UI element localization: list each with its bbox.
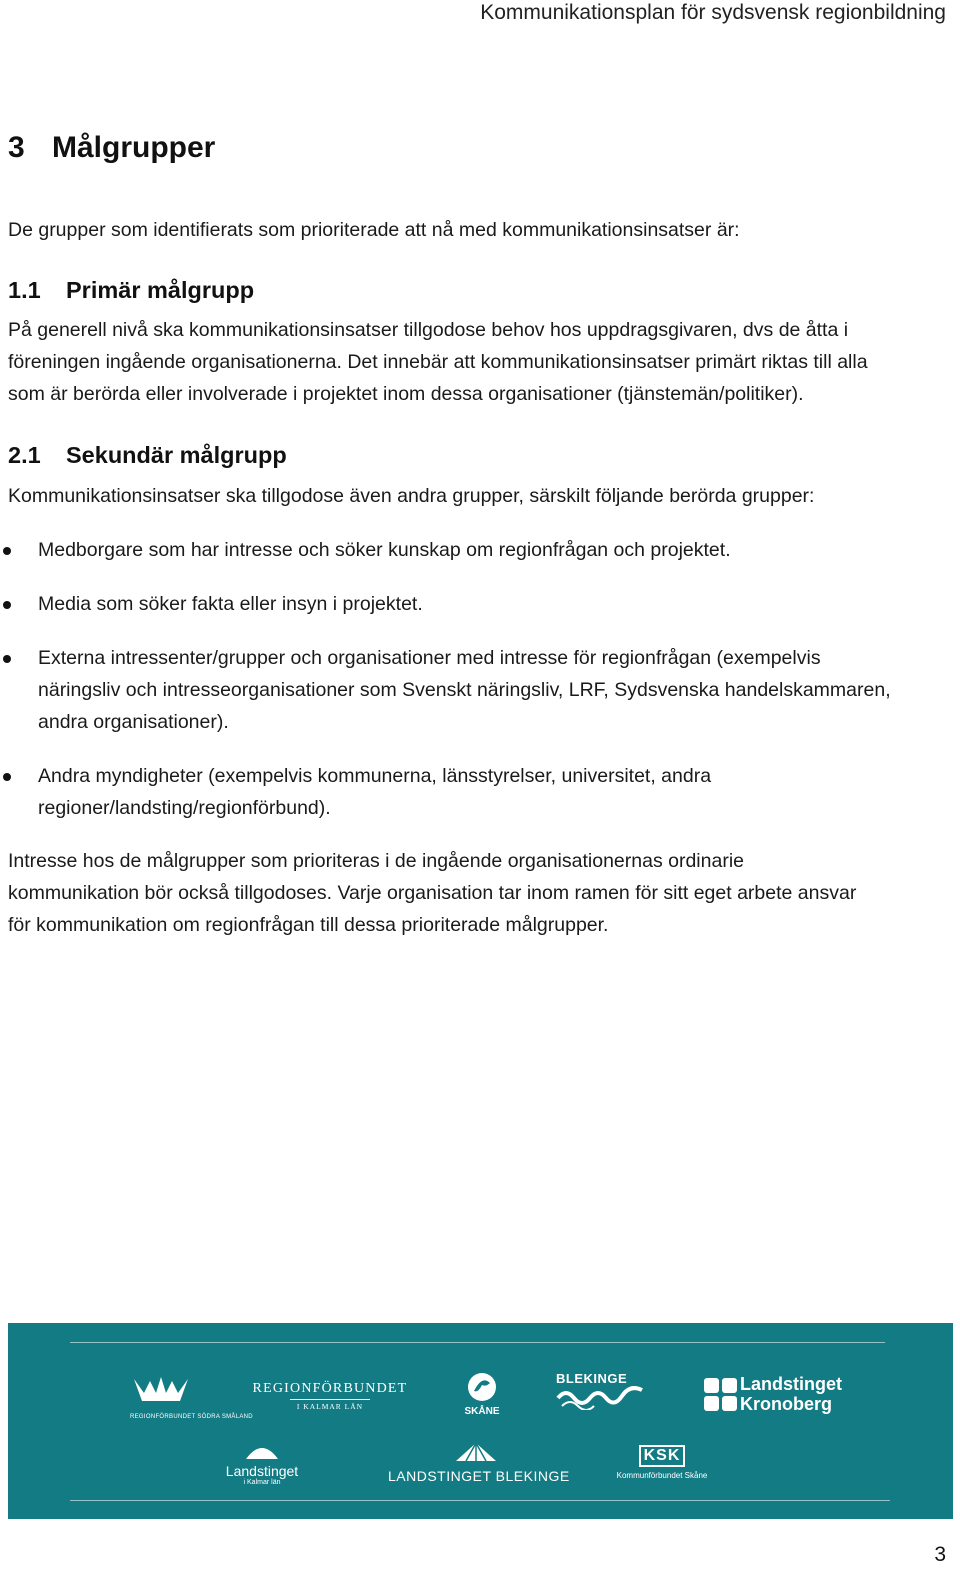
band-top-rule <box>70 1342 885 1343</box>
griffin-icon <box>464 1371 500 1403</box>
wave-icon <box>556 1386 648 1410</box>
logo-title: Landstinget <box>740 1374 842 1394</box>
intro-paragraph: De grupper som identifierats som prioriterade att nå med kommunikationsinsatser är: <box>8 219 740 241</box>
primary-line: föreningen ingående organisationerna. Det innebär att kommunikationsinsatser primärt riktas till alla <box>8 351 868 373</box>
landstinget-kronoberg-logo <box>704 1374 864 1416</box>
logo-subtitle: I KALMAR LÄN <box>296 1402 364 1411</box>
landstinget-blekinge-logo <box>388 1441 570 1485</box>
crown-icon <box>130 1373 192 1407</box>
region-skane-logo <box>458 1371 506 1423</box>
logo-caption: Kommunförbundet Skåne <box>616 1471 708 1480</box>
list-item-text <box>38 760 948 824</box>
bullet-icon <box>3 773 11 781</box>
regionforbundet-kalmar-lan-logo <box>250 1381 410 1421</box>
section-title: Målgrupper <box>52 131 216 164</box>
list-item-line: Andra myndigheter (exempelvis kommunerna, länsstyrelser, universitet, andra <box>38 765 712 787</box>
bullet-icon <box>3 655 11 663</box>
logo-rule <box>290 1399 370 1400</box>
secondary-title: Sekundär målgrupp <box>66 442 287 468</box>
list-item-line: Externa intressenter/grupper och organisationer med intresse för regionfrågan (exempelvis <box>38 647 821 669</box>
section-number: 3 <box>8 131 25 164</box>
ksk-icon: KSK <box>639 1445 686 1467</box>
closing-line: kommunikation bör också tillgodoses. Varje organisation tar inom ramen för sitt eget arbete ansvar <box>8 882 857 904</box>
list-item-line: Media som söker fakta eller insyn i projektet. <box>38 593 423 615</box>
page-number: 3 <box>934 1543 946 1566</box>
logo-caption: SKÅNE <box>464 1406 500 1417</box>
list-item-line: regioner/landsting/regionförbund). <box>38 797 331 819</box>
primary-paragraph <box>8 314 948 410</box>
list-item-text <box>38 642 948 738</box>
primary-line: På generell nivå ska kommunikationsinsatser tillgodose behov hos uppdragsgivaren, dvs de åtta i <box>8 319 849 341</box>
region-blekinge-logo <box>556 1371 651 1419</box>
primary-number: 1.1 <box>8 277 41 303</box>
closing-paragraph <box>8 845 948 941</box>
primary-title: Primär målgrupp <box>66 277 255 303</box>
section-heading <box>8 128 215 168</box>
running-header: Kommunikationsplan för sydsvensk regionbildning <box>480 1 946 24</box>
closing-line: Intresse hos de målgrupper som prioriteras i de ingående organisationernas ordinarie <box>8 850 745 872</box>
list-item-text <box>38 534 948 566</box>
primary-heading <box>8 275 254 305</box>
primary-line: som är berörda eller involverade i projektet inom dessa organisationer (tjänstemän/politiker). <box>8 383 804 405</box>
logo-title: BLEKINGE <box>556 1371 628 1386</box>
logo-subtitle: Kronoberg <box>740 1394 832 1414</box>
list-item-line: näringsliv och intresseorganisationer som Svenskt näringsliv, LRF, Sydsvenska handelskammaren, <box>38 679 891 701</box>
bullet-icon <box>3 547 11 555</box>
landstinget-kalmar-lan-logo <box>222 1441 302 1487</box>
band-bottom-rule <box>70 1500 890 1501</box>
secondary-intro: Kommunikationsinsatser ska tillgodose även andra grupper, särskilt följande berörda grupper: <box>8 485 815 507</box>
logo-subtitle: i Kalmar län <box>243 1479 281 1486</box>
kommunforbundet-skane-logo <box>612 1445 712 1487</box>
list-item-line: Medborgare som har intresse och söker kunskap om regionfrågan och projektet. <box>38 539 731 561</box>
logo-title: REGIONFÖRBUNDET <box>252 1381 408 1396</box>
secondary-heading <box>8 440 287 470</box>
closing-line: för kommunikation om regionfrågan till dessa prioriterade målgrupper. <box>8 914 609 936</box>
logo-title: Landstinget <box>225 1463 299 1479</box>
fan-icon <box>452 1441 500 1463</box>
secondary-number: 2.1 <box>8 442 41 468</box>
list-item-line: andra organisationer). <box>38 711 229 733</box>
regionforbundet-sodra-smaland-logo <box>130 1373 253 1423</box>
logo-caption: LANDSTINGET BLEKINGE <box>388 1468 570 1484</box>
logo-caption: REGIONFÖRBUNDET SÖDRA SMÅLAND <box>130 1414 253 1420</box>
dome-icon <box>242 1441 282 1459</box>
partner-logo-band <box>8 1323 953 1519</box>
bullet-icon <box>3 601 11 609</box>
crown-squares-icon <box>704 1376 738 1412</box>
list-item-text <box>38 588 948 620</box>
